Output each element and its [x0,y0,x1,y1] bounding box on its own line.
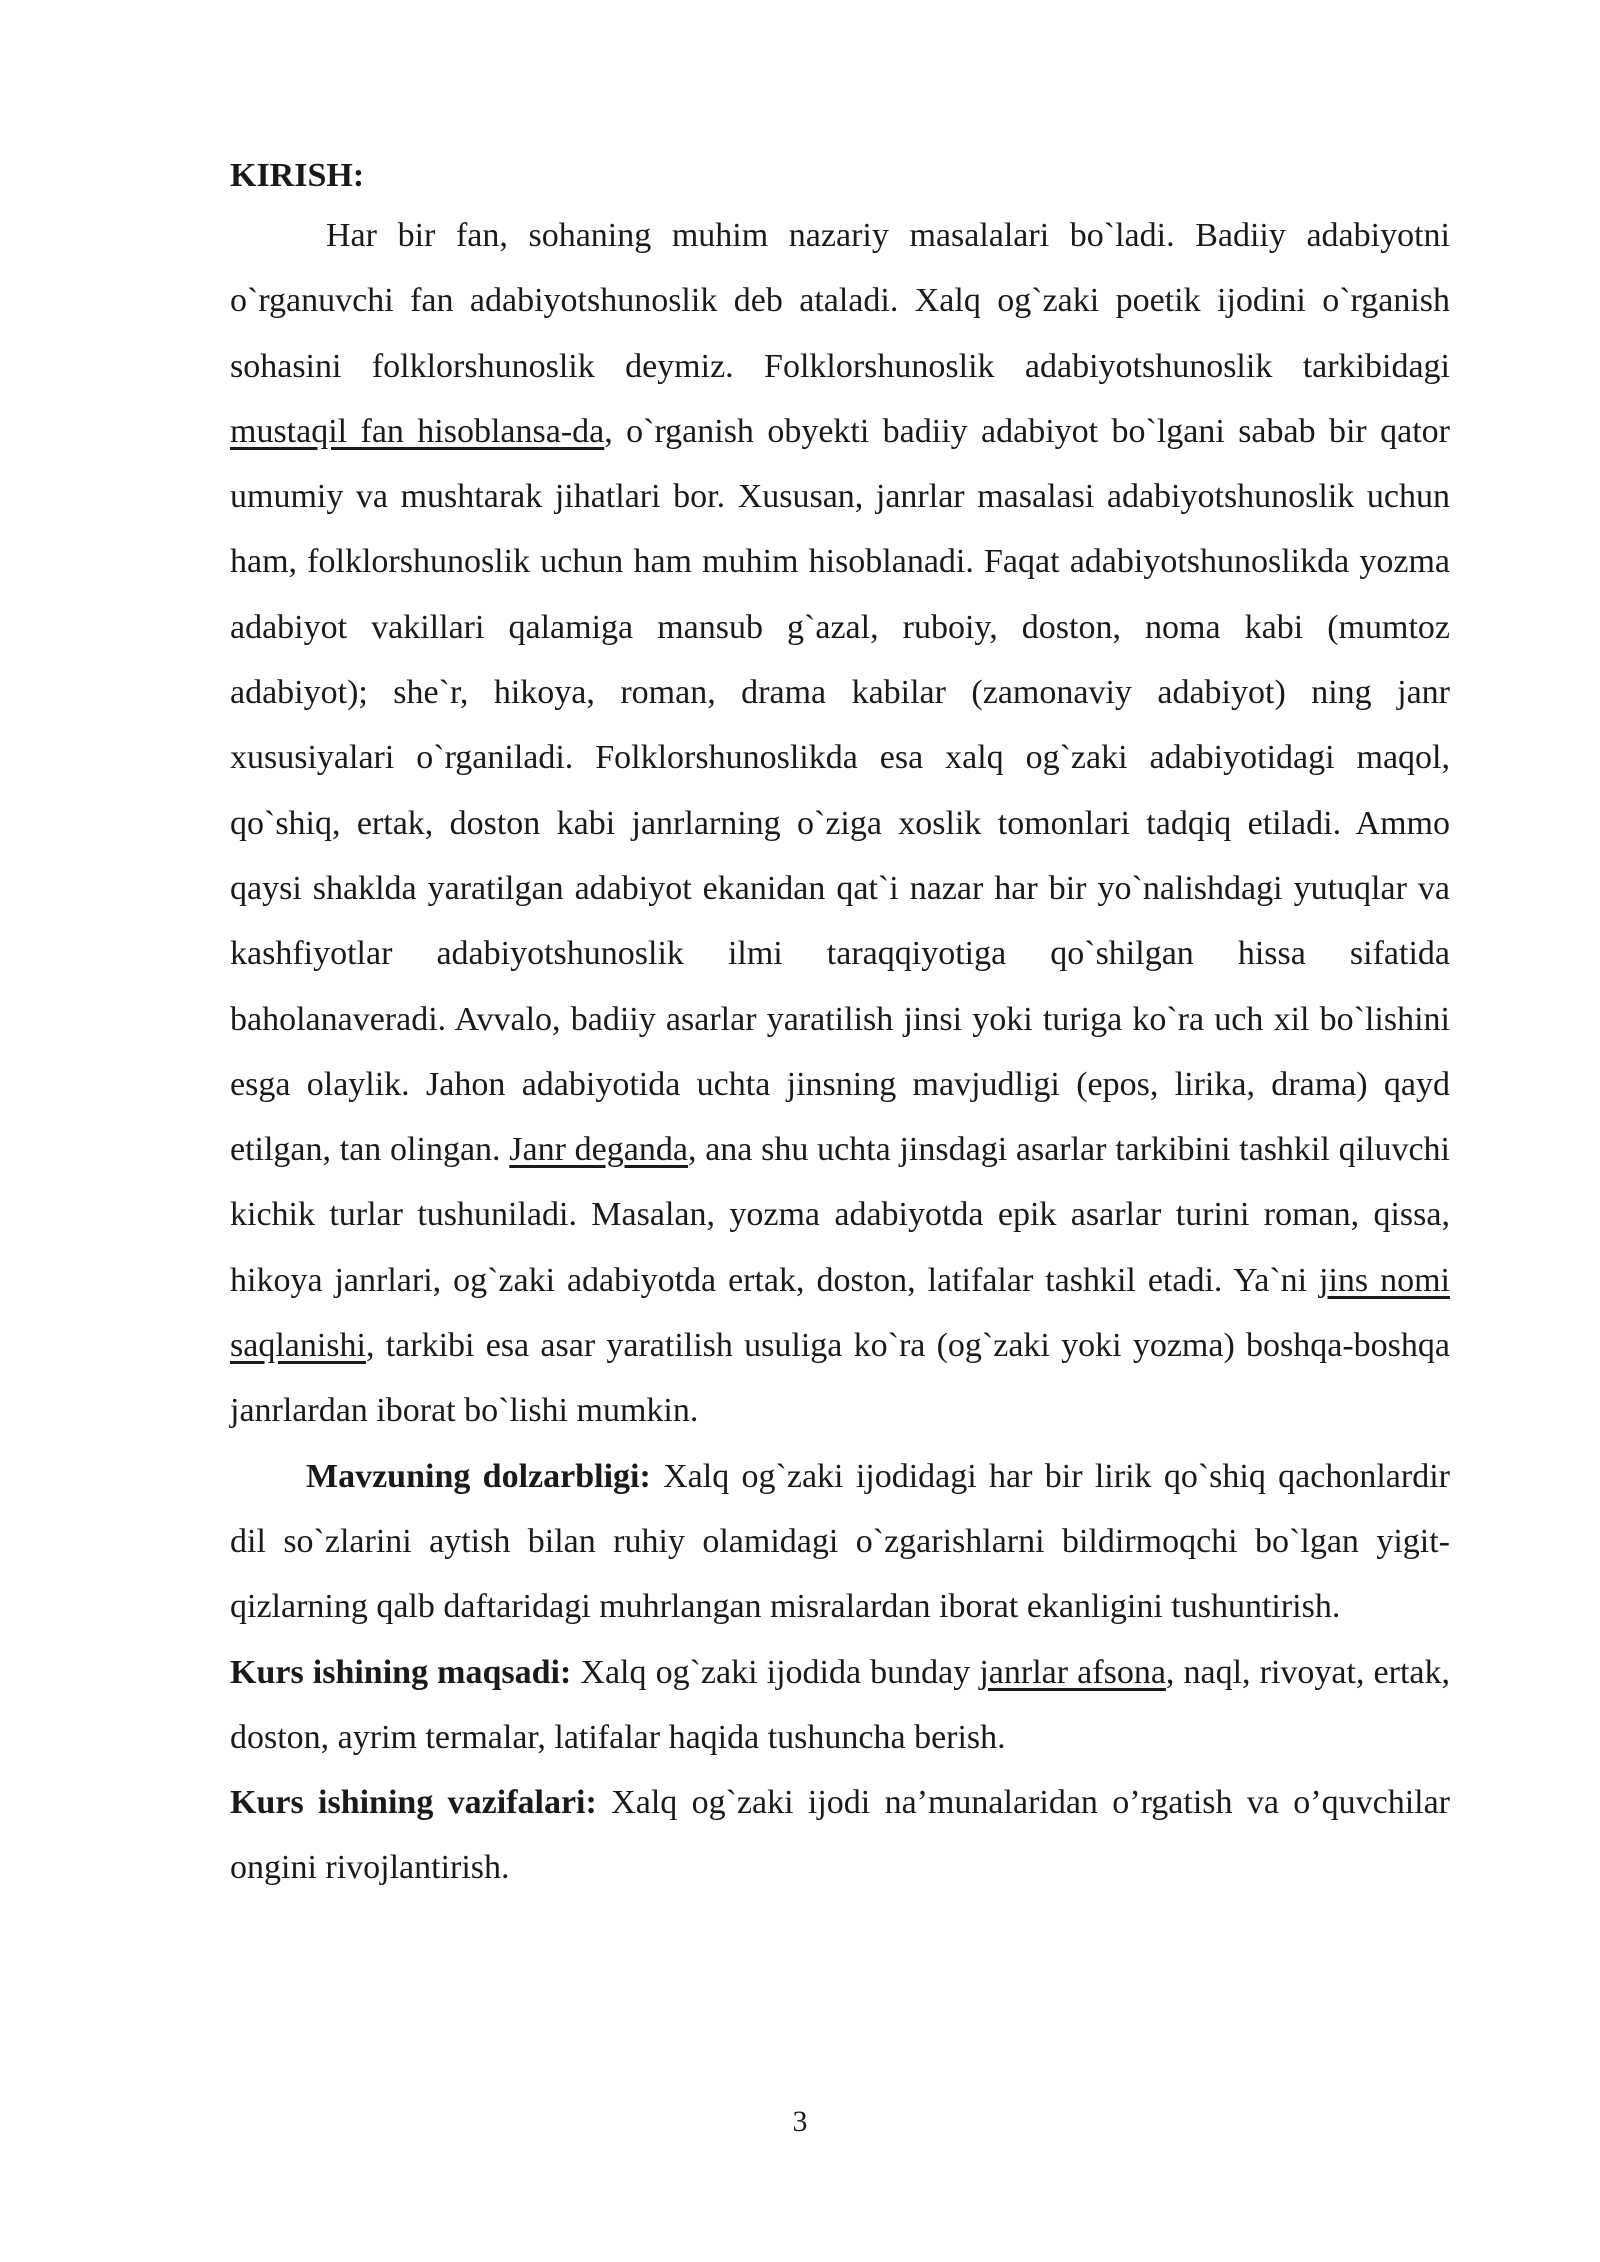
goal-label: Kurs ishining maqsadi: [230,1653,572,1691]
intro-text-1: Har bir fan, sohaning muhim nazariy masalalari bo`ladi. Badiiy adabiyotni o`rganuvchi fan adabiyotshunoslik deb ataladi. Xalq og`zaki poetik ijodini o`rganish sohasini folklorshunoslik deymiz. Folklorshunoslik adabiyotshunoslik tarkibidagi [230,217,1450,385]
relevance-text: Xalq og`zaki ijodidagi har bir lirik qo`shiq qachonlardir dil so`zlarini aytish bilan ruhiy olamidagi o`zgarishlarni bildirmoqchi bo`lgan yigit-qizlarning qalb daftaridagi muhrlangan misralardan iborat ekanligini tushuntirish. [230,1457,1450,1626]
tasks-label: Kurs ishining vazifalari: [230,1784,597,1822]
tasks-text: Xalq og`zaki ijodi na’munalaridan o’rgatish va o’quvchilar ongini rivojlantirish. [230,1784,1451,1887]
intro-text-3: , ana shu uchta jinsdagi asarlar tarkibini tashkil qiluvchi kichik turlar tushuniladi. Masalan, yozma adabiyotda epik asarlar turini roman, qissa, hikoya janrlari, og`zaki adabiyotda ertak, doston, latifalar tashkil etadi. Ya`ni [230,1131,1450,1299]
underlined-phrase-3: jins nomi saqlanishi [230,1261,1450,1365]
goal-text-2: , naql, rivoyat, ertak, doston, ayrim termalar, latifalar haqida tushuncha berish. [230,1653,1451,1756]
intro-paragraph [230,203,1450,1444]
goal-underlined-phrase: janrlar afsona [979,1653,1166,1691]
intro-text-4: , tarkibi esa asar yaratilish usuliga ko`ra (og`zaki yoki yozma) boshqa-boshqa janrlardan iborat bo`lishi mumkin. [230,1327,1450,1430]
section-heading: KIRISH: [230,157,365,194]
relevance-label: Mavzuning dolzarbligi: [306,1457,651,1495]
tasks-paragraph [230,1770,1450,1901]
underlined-phrase-2: Janr deganda [509,1131,688,1169]
intro-text-2: , o`rganish obyekti badiiy adabiyot bo`lgani sabab bir qator umumiy va mushtarak jihatlari bor. Xususan, janrlar masalasi adabiyotshunoslik uchun ham, folklorshunoslik uchun ham muhim hisoblanadi. Faqat adabiyotshunoslikda yozma adabiyot vakillari qalamiga mansub g`azal, ruboiy, doston, noma kabi (mumtoz adabiyot); she`r, hikoya, roman, drama kabilar (zamonaviy adabiyot) ning janr xususiyalari o`rganiladi. Folklorshunoslikda esa xalq og`zaki adabiyotidagi maqol, qo`shiq, ertak, doston kabi janrlarning o`ziga xoslik tomonlari tadqiq etiladi. Ammo qaysi shaklda yaratilgan adabiyot ekanidan qat`i nazar har bir yo`nalishdagi yutuqlar va kashfiyotlar adabiyotshunoslik ilmi taraqqiyotiga qo`shilgan hissa sifatida baholanaveradi. Avvalo, badiiy asarlar yaratilish jinsi yoki turiga ko`ra uch xil bo`lishini esga olaylik. Jahon adabiyotida uchta jinsning mavjudligi (epos, lirika, drama) qayd etilgan, tan olingan. [230,412,1450,1169]
page-body [230,148,1450,1901]
underlined-phrase-1: mustaqil fan hisoblansa-da [230,412,605,450]
relevance-paragraph [230,1444,1450,1640]
goal-text-1: Xalq og`zaki ijodida bunday [571,1653,980,1691]
goal-paragraph [230,1640,1450,1771]
page-number: 3 [792,2105,808,2138]
